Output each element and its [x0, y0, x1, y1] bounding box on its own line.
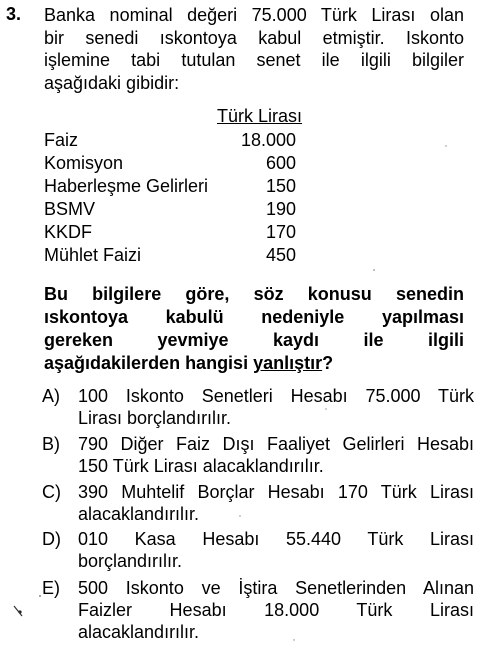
option-text	[78, 433, 474, 477]
row-value: 150	[265, 176, 296, 196]
option-line-2: alacaklandırılır.	[78, 504, 200, 524]
option-line-1: 790 Diğer Faiz Dışı Faaliyet Gelirleri Hesabı	[78, 434, 474, 454]
option-line-2: borçlandırılır.	[78, 551, 183, 571]
row-value: 450	[265, 245, 296, 265]
table-row	[44, 245, 296, 268]
row-value: 600	[265, 153, 296, 173]
question-number: 3.	[6, 4, 22, 24]
option-line-2: Lirası borçlandırılır.	[78, 408, 232, 428]
prompt-line-3: gereken yevmiye kaydı ile ilgili	[44, 330, 464, 350]
stem-line-2: bir senedi ıskontoya kabul etmiştir. Iskonto	[44, 27, 464, 48]
option-line-1: 100 Iskonto Senetleri Hesabı 75.000 Türk	[78, 386, 474, 406]
option-letter: E)	[42, 578, 60, 598]
row-label: Mühlet Faizi	[44, 245, 142, 265]
option-line-1: 500 Iskonto ve İştira Senetlerinden Alınan	[78, 578, 474, 598]
option-text	[78, 528, 474, 572]
table-row	[44, 199, 296, 222]
row-value: 190	[265, 199, 296, 219]
option-e[interactable]	[42, 577, 482, 643]
option-text	[78, 481, 474, 525]
stem-line-1: Banka nominal değeri 75.000 Türk Lirası olan	[44, 5, 464, 25]
stem-line-4: aşağıdaki gibidir:	[44, 72, 180, 93]
row-label: Faiz	[44, 130, 79, 150]
option-line-1: 390 Muhtelif Borçlar Hesabı 170 Türk Lirası	[78, 482, 474, 502]
prompt-last-prefix: aşağıdakilerden hangisi	[44, 353, 254, 373]
table-row	[44, 130, 296, 153]
stem-line-3: işlemine tabi tutulan senet ile ilgili bilgiler	[44, 50, 464, 70]
prompt-line-4	[44, 352, 464, 375]
row-value: 18.000	[240, 130, 296, 150]
table-row	[44, 153, 296, 176]
row-value: 170	[265, 222, 296, 242]
table-row	[44, 176, 296, 199]
option-line-1: 010 Kasa Hesabı 55.440 Türk Lirası	[78, 529, 474, 549]
option-text	[78, 577, 474, 643]
option-b[interactable]	[42, 433, 482, 477]
option-letter: A)	[42, 386, 60, 406]
option-a[interactable]	[42, 385, 482, 429]
option-letter: B)	[42, 434, 60, 454]
option-line-2: Faizler Hesabı 18.000 Türk Lirası	[78, 600, 474, 620]
row-label: KKDF	[44, 222, 93, 242]
question-prompt	[44, 283, 464, 375]
prompt-line-1: Bu bilgilere göre, söz konusu senedin	[44, 284, 464, 304]
row-label: Komisyon	[44, 153, 124, 173]
table-row	[44, 222, 296, 245]
option-letter: D)	[42, 529, 61, 549]
prompt-last-suffix: ?	[322, 353, 334, 373]
option-text	[78, 385, 474, 429]
question-stem	[44, 4, 464, 94]
table-header: Türk Lirası	[217, 106, 303, 126]
option-line-3: alacaklandırılır.	[78, 622, 200, 642]
option-line-2: 150 Türk Lirası alacaklandırılır.	[78, 456, 324, 476]
option-c[interactable]	[42, 481, 482, 525]
row-label: Haberleşme Gelirleri	[44, 176, 209, 196]
row-label: BSMV	[44, 199, 96, 219]
prompt-underlined-word: yanlıştır	[253, 353, 323, 373]
option-letter: C)	[42, 482, 61, 502]
option-d[interactable]	[42, 528, 482, 572]
prompt-line-2: ıskontoya kabulü nedeniyle yapılması	[44, 307, 464, 327]
